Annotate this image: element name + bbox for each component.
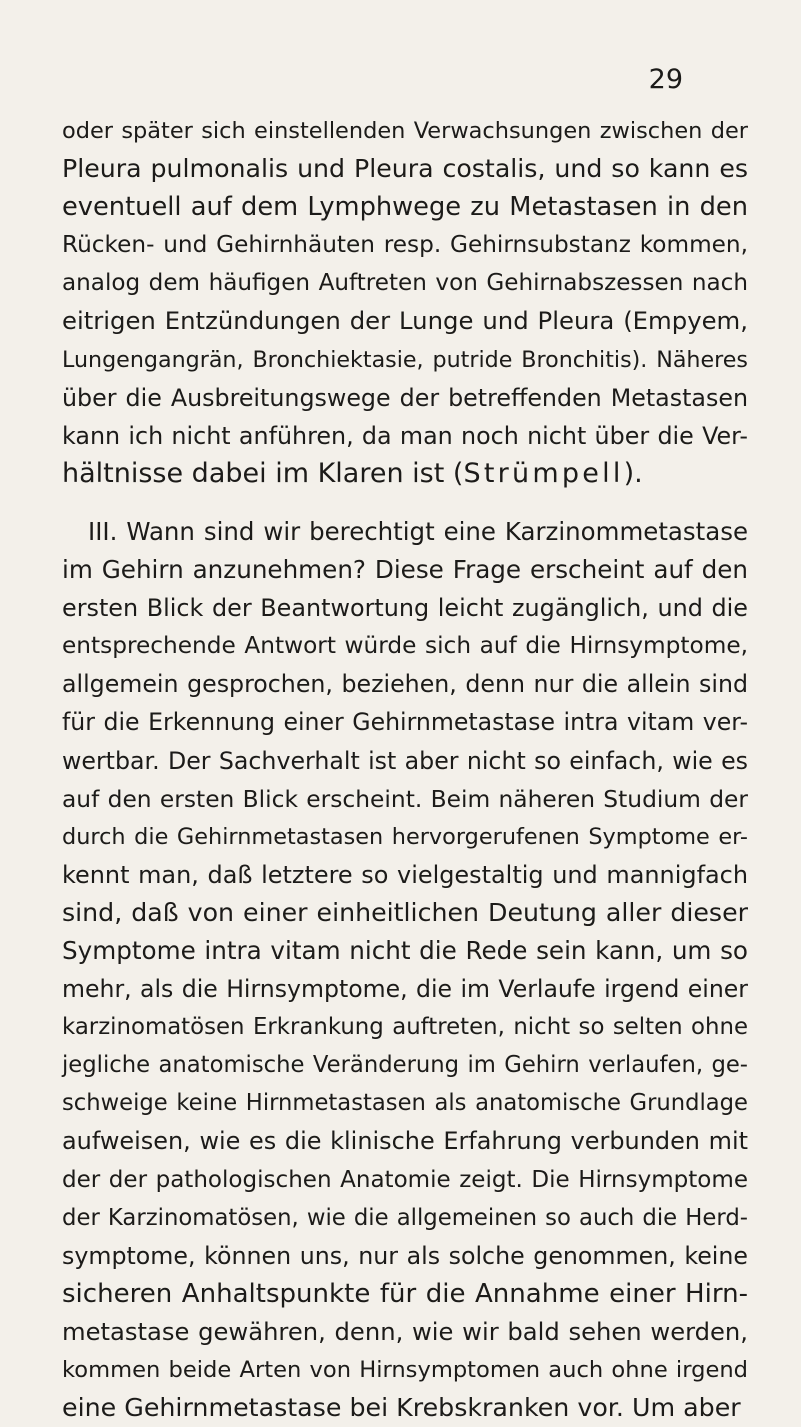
text-line: kann ich nicht anführen, da man noch nicht über die Ver- <box>62 421 748 450</box>
body-text <box>62 112 748 1427</box>
text-line: im Gehirn anzunehmen? Diese Frage erscheint auf den <box>62 555 748 585</box>
text-line: ersten Blick der Beantwortung leicht zugänglich, und die <box>62 594 748 623</box>
paragraph-2 <box>62 513 748 1427</box>
text-line: durch die Gehirnmetastasen hervorgerufenen Symptome er- <box>62 823 748 850</box>
text-line: symptome, können uns, nur als solche genommen, keine <box>62 1241 748 1270</box>
text-fragment: hältnisse dabei im Klaren ist ( <box>62 457 464 489</box>
text-line: Pleura pulmonalis und Pleura costalis, und so kann es <box>62 154 748 184</box>
text-line: allgemein gesprochen, beziehen, denn nur die allein sind <box>62 670 748 699</box>
paragraph-gap <box>62 493 748 513</box>
text-line: jegliche anatomische Veränderung im Gehirn verlaufen, ge- <box>62 1052 748 1079</box>
text-line: für die Erkennung einer Gehirnmetastase intra vitam ver- <box>62 708 748 737</box>
text-line: sind, daß von einer einheitlichen Deutung aller dieser <box>62 897 748 927</box>
paragraph-1 <box>62 112 748 493</box>
text-line: metastase gewähren, denn, wie wir bald sehen werden, <box>62 1316 748 1346</box>
text-line: Lungengangrän, Bronchiektasie, putride Bronchitis). Näheres <box>62 346 748 373</box>
page-number: 29 <box>648 64 683 95</box>
text-line: kommen beide Arten von Hirnsymptomen auch ohne irgend <box>62 1357 748 1383</box>
text-line: über die Ausbreitungswege der betreffenden Metastasen <box>62 383 748 412</box>
text-fragment: ). <box>623 457 643 489</box>
text-line: karzinomatösen Erkrankung auftreten, nicht so selten ohne <box>62 1014 748 1041</box>
text-line: auf den ersten Blick erscheint. Beim näheren Studium der <box>62 784 748 813</box>
text-line: eventuell auf dem Lymphwege zu Metastasen in den <box>62 192 748 223</box>
text-line: sicheren Anhaltspunkte für die Annahme einer Hirn- <box>62 1278 748 1309</box>
author-name: Strümpell <box>463 457 624 489</box>
text-line: Rücken- und Gehirnhäuten resp. Gehirnsubstanz kommen, <box>62 231 748 259</box>
text-line: kennt man, daß letztere so vielgestaltig und mannigfach <box>62 860 748 889</box>
text-line: schweige keine Hirnmetastasen als anatomische Grundlage <box>62 1090 748 1117</box>
text-line: analog dem häufigen Auftreten von Gehirnabszessen nach <box>62 270 748 297</box>
text-line-last <box>62 455 748 493</box>
text-line: Symptome intra vitam nicht die Rede sein kann, um so <box>62 935 748 965</box>
text-line: der der pathologischen Anatomie zeigt. Die Hirnsymptome <box>62 1166 748 1193</box>
text-line: eitrigen Entzündungen der Lunge und Pleura (Empyem, <box>62 306 748 336</box>
text-line: III. Wann sind wir berechtigt eine Karzinommetastase <box>88 516 748 546</box>
text-line: mehr, als die Hirnsymptome, die im Verlaufe irgend einer <box>62 975 748 1004</box>
text-line: der Karzinomatösen, wie die allgemeinen so auch die Herd- <box>62 1204 748 1231</box>
text-line: entsprechende Antwort würde sich auf die Hirnsymptome, <box>62 632 748 660</box>
text-line: oder später sich einstellenden Verwachsungen zwischen der <box>62 118 748 144</box>
text-line-last: eine Gehirnmetastase bei Krebskranken vor. Um aber <box>62 1393 741 1423</box>
text-line: aufweisen, wie es die klinische Erfahrung verbunden mit <box>62 1127 748 1156</box>
text-line: wertbar. Der Sachverhalt ist aber nicht so einfach, wie es <box>62 746 748 775</box>
